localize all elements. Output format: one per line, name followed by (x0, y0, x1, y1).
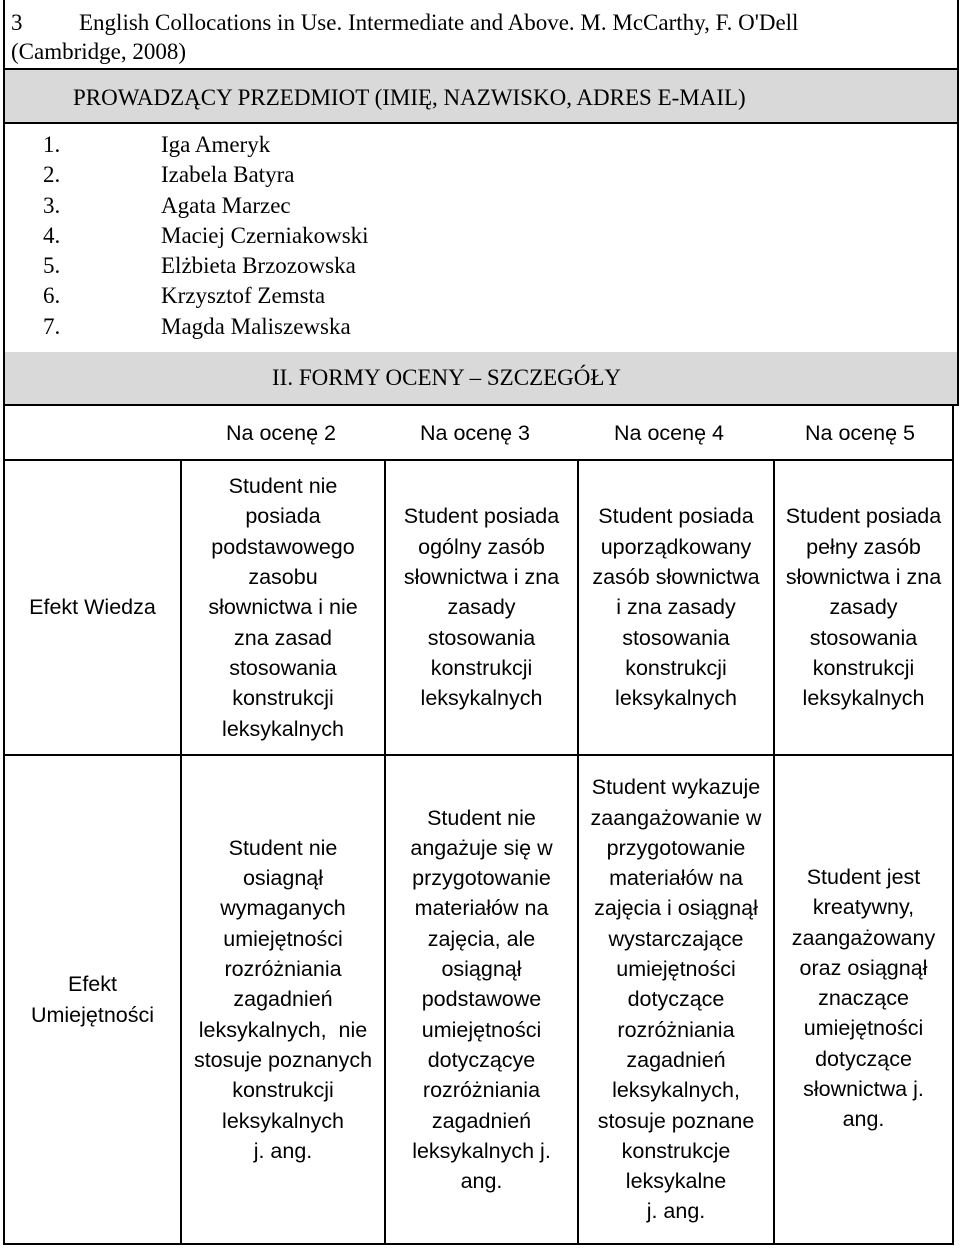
cell-line: leksykalnych (222, 716, 344, 741)
row-label-line: Umiejętności (30, 1002, 155, 1027)
cell-line: zaangażowany (791, 925, 936, 950)
cell-line: konstrukcji (232, 686, 334, 711)
cell-line: Student posiada (598, 504, 754, 529)
cell-line: zagadnień (233, 987, 333, 1012)
skills-grade-3-cell (386, 756, 577, 1243)
cell-line: dotyczącye (427, 1047, 536, 1072)
cell-line: znaczące (818, 986, 909, 1011)
knowledge-grade-4-cell (579, 461, 773, 754)
instructor-name: Izabela Batyra (161, 162, 295, 188)
cell-line: Student wykazuje (591, 775, 761, 800)
cell-line: angażuje się w (410, 835, 553, 860)
cell-text (194, 833, 372, 1166)
cell-line: leksykalnych (615, 686, 737, 711)
row-label-knowledge (5, 461, 180, 754)
instructor-number: 6. (43, 283, 61, 309)
cell-text (410, 803, 552, 1197)
cell-line: j. ang. (253, 1138, 313, 1163)
cell-line: zasady (447, 595, 516, 620)
cell-line: oraz osiągnął (799, 955, 928, 980)
instructor-number: 2. (43, 162, 61, 188)
instructor-item (5, 221, 955, 251)
cell-line: konstrukcji (232, 1078, 334, 1103)
cell-line: stosowania (229, 655, 337, 680)
row-label-line: Efekt (67, 972, 117, 997)
cell-text (591, 772, 762, 1226)
instructors-list (5, 130, 955, 342)
cell-line: osiągnął (441, 957, 522, 982)
cell-line: stosowania (622, 625, 730, 650)
instructor-number: 5. (43, 253, 61, 279)
cell-line: zajęcia i osiągnął (594, 896, 758, 921)
section-ii-heading: II. FORMY OCENY – SZCZEGÓŁY (272, 365, 622, 390)
row-label-skills (5, 756, 180, 1243)
cell-line: stosowania (809, 625, 918, 650)
cell-line: leksykalnych j. (412, 1138, 551, 1163)
instructor-name: Magda Maliszewska (161, 313, 351, 339)
cell-line: umiejętności (803, 1016, 924, 1041)
cell-line: uporządkowany (600, 534, 752, 559)
cell-line: leksykalnych, (612, 1078, 740, 1103)
cell-line: dotyczące (815, 1046, 912, 1071)
cell-line: słownictwa i zna (785, 565, 942, 590)
instructor-name: Elżbieta Brzozowska (161, 253, 356, 279)
section-ii-heading-band (3, 352, 959, 406)
cell-line: stosuje poznane (597, 1108, 755, 1133)
cell-line: zaangażowanie w (590, 805, 762, 830)
knowledge-grade-3-cell (386, 461, 577, 754)
cell-line: podstawowe (421, 987, 542, 1012)
grading-table (3, 405, 957, 1245)
cell-line: ogólny zasób (418, 534, 545, 559)
cell-line: słownictwa i nie (208, 595, 358, 620)
cell-line: zasady (829, 595, 898, 620)
cell-line: stosowania (427, 625, 536, 650)
cell-line: Student nie (427, 805, 536, 830)
cell-line: konstrukcji (430, 655, 533, 680)
grade-5-header: Na ocenę 5 (805, 421, 915, 445)
row-label-text: Efekt Wiedza (29, 595, 156, 620)
instructor-number: 4. (43, 222, 61, 248)
cell-line: konstrukcje (621, 1138, 731, 1163)
cell-text (792, 862, 935, 1135)
table-border-right (952, 405, 954, 1245)
cell-line: stosuje poznanych (193, 1047, 373, 1072)
table-border-bottom (3, 1243, 954, 1245)
cell-line: Student nie (228, 835, 338, 860)
cell-line: zajęcia, ale (427, 926, 536, 951)
cell-line: konstrukcji (625, 655, 727, 680)
cell-line: rozróżniania (224, 957, 342, 982)
cell-line: materiałów na (414, 896, 549, 921)
cell-line: Student jest (806, 865, 921, 889)
cell-line: Student posiada (785, 504, 942, 529)
cell-text (786, 501, 941, 713)
reference-and-instructors-box (3, 0, 959, 354)
instructor-item (5, 281, 955, 311)
cell-line: leksykalnych (222, 1108, 344, 1133)
cell-line: leksykalnych (420, 686, 543, 711)
cell-line: rozróżniania (422, 1078, 541, 1103)
cell-text (404, 501, 559, 713)
instructors-heading-band (5, 68, 957, 124)
instructor-name: Agata Marzec (161, 192, 291, 218)
cell-line: zasób słownictwa (592, 565, 760, 590)
instructor-number: 1. (43, 132, 61, 157)
cell-line: umiejętności (223, 926, 343, 951)
cell-line: podstawowego (211, 534, 355, 559)
cell-line: rozróżniania (617, 1017, 735, 1042)
cell-line: pełny zasób (806, 534, 921, 559)
cell-line: kreatywny, (812, 895, 915, 920)
reference-line (11, 8, 798, 37)
cell-line: osiagnął (242, 866, 324, 891)
cell-line: Student posiada (403, 504, 560, 529)
skills-grade-4-cell (579, 756, 773, 1243)
cell-line: ang. (460, 1169, 503, 1194)
cell-text (208, 471, 357, 744)
cell-line: umiejętności (616, 957, 736, 982)
cell-line: wystarczające (608, 926, 744, 951)
grade-4-header: Na ocenę 4 (614, 421, 724, 445)
cell-line: słownictwa j. (803, 1077, 924, 1102)
instructor-item (5, 191, 955, 221)
cell-line: materiałów na (609, 866, 743, 891)
skills-grade-5-cell (775, 756, 952, 1243)
cell-text (592, 501, 759, 713)
cell-line: zasobu (248, 565, 318, 590)
instructor-item (5, 130, 955, 160)
instructor-item (5, 312, 955, 342)
cell-line: umiejętności (421, 1017, 542, 1042)
cell-line: i zna zasady (616, 595, 736, 620)
instructor-name: Maciej Czerniakowski (161, 222, 369, 248)
instructor-number: 3. (43, 192, 61, 218)
cell-line: leksykalne (625, 1169, 727, 1194)
cell-line: zagadnień (431, 1108, 532, 1133)
instructor-name: Iga Ameryk (161, 132, 271, 157)
instructor-item (5, 251, 955, 281)
cell-line: Student nie (228, 474, 338, 499)
cell-line: zagadnień (626, 1047, 726, 1072)
cell-line: wymaganych (220, 896, 346, 921)
cell-line: przygotowanie (412, 866, 551, 891)
grade-2-header: Na ocenę 2 (226, 421, 336, 445)
cell-line: przygotowanie (606, 835, 746, 860)
instructor-item (5, 160, 955, 190)
cell-line: konstrukcji (812, 655, 915, 680)
cell-line: ang. (842, 1107, 885, 1132)
instructors-heading: PROWADZĄCY PRZEDMIOT (IMIĘ, NAZWISKO, ADRES E-MAIL) (73, 85, 746, 110)
knowledge-grade-2-cell (182, 461, 384, 754)
grade-3-header: Na ocenę 3 (420, 421, 530, 445)
reference-title: English Collocations in Use. Intermediate and Above. M. McCarthy, F. O'Dell (79, 10, 799, 35)
cell-line: leksykalnych, nie (198, 1017, 368, 1042)
cell-line: j. ang. (646, 1199, 706, 1224)
reference-publisher: (Cambridge, 2008) (11, 39, 187, 64)
row-label-text (31, 969, 154, 1030)
instructor-number: 7. (43, 313, 61, 339)
cell-line: posiada (245, 504, 321, 529)
instructor-name: Krzysztof Zemsta (161, 283, 326, 309)
cell-line: słownictwa i zna (403, 565, 560, 590)
cell-line: leksykalnych (802, 686, 925, 711)
cell-line: zna zasad (233, 625, 332, 650)
skills-grade-2-cell (182, 756, 384, 1243)
reference-number: 3 (11, 10, 23, 35)
cell-line: dotyczące (627, 987, 725, 1012)
knowledge-grade-5-cell (775, 461, 952, 754)
